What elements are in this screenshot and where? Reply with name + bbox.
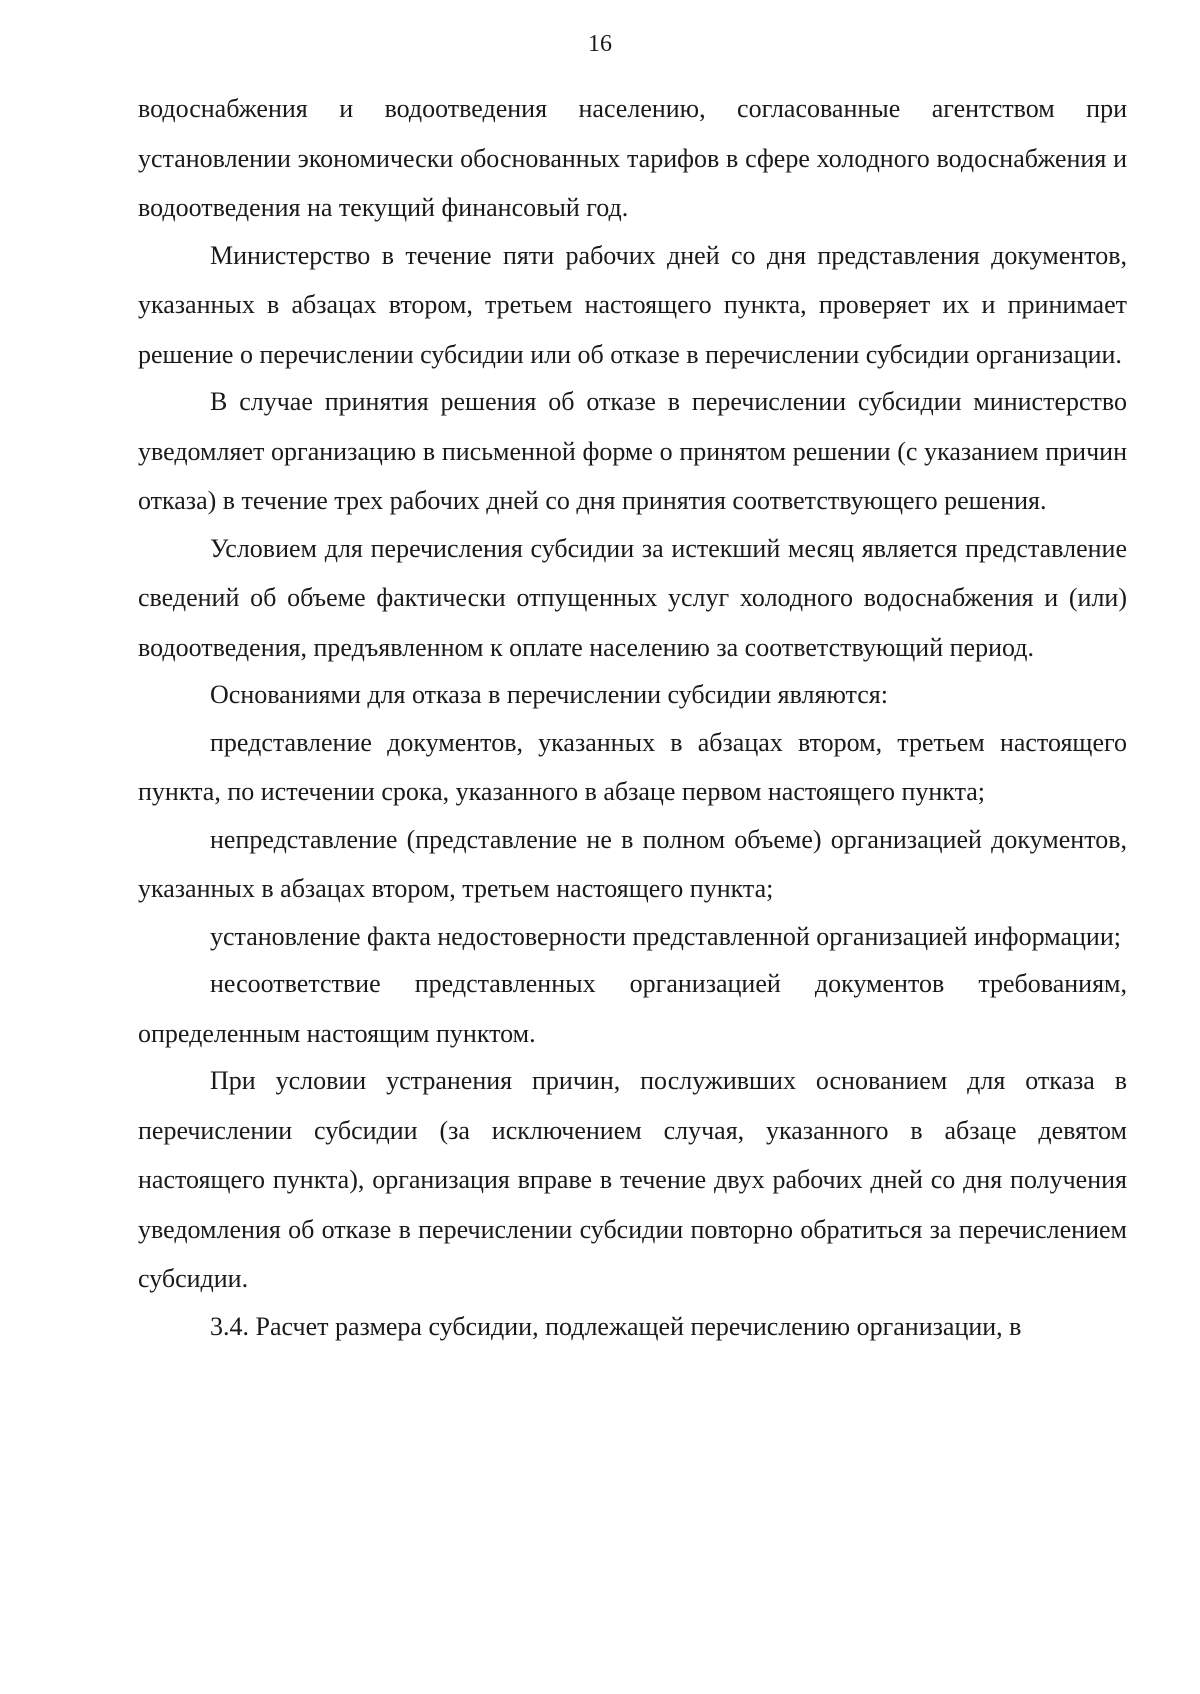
document-body xyxy=(138,84,1127,1351)
paragraph-refusal-grounds-intro: Основаниями для отказа в перечислении субсидии являются: xyxy=(210,680,888,709)
paragraph-resubmission: При условии устранения причин, послуживших основанием для отказа в перечислении субсидии (за исключением случая, указанного в абзаце девятом настоящего пункта), организация вправе в течение двух рабочих дней со дня получения уведомления об отказе в перечислении субсидии повторно обратиться за перечислением субсидии. xyxy=(138,1066,1127,1293)
paragraph-ground-late-submission: представление документов, указанных в абзацах втором, третьем настоящего пункта, по истечении срока, указанного в абзаце первом настоящего пункта; xyxy=(138,727,1127,806)
paragraph-transfer-condition: Условием для перечисления субсидии за истекший месяц является представление сведений об объеме фактически отпущенных услуг холодного водоснабжения и (или) водоотведения, предъявленном к оплате населению за соответствующий период. xyxy=(138,533,1127,662)
paragraph-ground-unreliable-information: установление факта недостоверности представленной организацией информации; xyxy=(210,921,1121,951)
paragraph-ministry-review: Министерство в течение пяти рабочих дней со дня представления документов, указанных в абзацах втором, третьем настоящего пункта, проверяет их и принимает решение о перечислении субсидии или об отказе в перечислении субсидии организации. xyxy=(138,240,1127,369)
paragraph-section-3-4: 3.4. Расчет размера субсидии, подлежащей перечислению организации, в xyxy=(210,1311,1022,1341)
paragraph-ground-noncompliance: несоответствие представленных организацией документов требованиям, определенным настоящим пунктом. xyxy=(138,969,1127,1048)
page-number: 16 xyxy=(588,31,612,57)
paragraph-refusal-notice: В случае принятия решения об отказе в перечислении субсидии министерство уведомляет организацию в письменной форме о принятом решении (с указанием причин отказа) в течение трех рабочих дней со дня принятия соответствующего решения. xyxy=(138,387,1127,515)
paragraph-continuation: водоснабжения и водоотведения населению, согласованные агентством при установлении экономически обоснованных тарифов в сфере холодного водоснабжения и водоотведения на текущий финансовый год. xyxy=(138,94,1127,222)
paragraph-ground-incomplete-documents: непредставление (представление не в полном объеме) организацией документов, указанных в абзацах втором, третьем настоящего пункта; xyxy=(138,824,1127,903)
